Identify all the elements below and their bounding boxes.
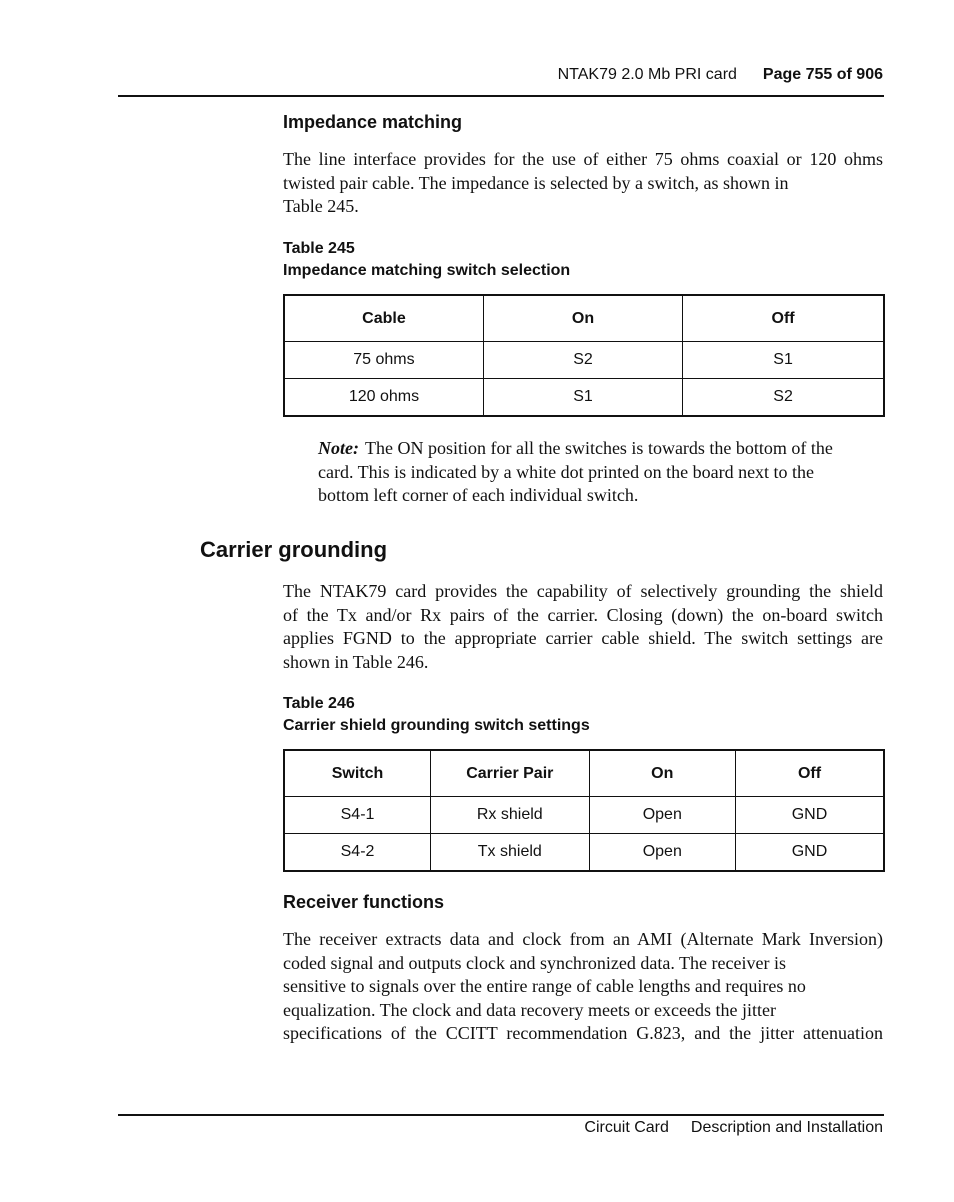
note-line: bottom left corner of each individual switch. xyxy=(318,485,639,505)
paragraph-line: The line interface provides for the use of either 75 ohms coaxial or 120 ohms xyxy=(283,149,883,169)
table-label: Table 246 xyxy=(283,695,355,712)
page-number: Page 755 of 906 xyxy=(762,66,883,83)
header-rule xyxy=(118,95,884,97)
table-row xyxy=(284,834,884,872)
paragraph-line: of the Tx and/or Rx pairs of the carrier. Closing (down) the on-board switch xyxy=(283,604,883,625)
paragraph-line: The receiver extracts data and clock from an AMI (Alternate Mark Inversion) xyxy=(283,929,883,949)
table-cell: S4-1 xyxy=(284,797,431,834)
table-cell: Tx shield xyxy=(431,834,589,872)
table-cell: 120 ohms xyxy=(284,379,483,417)
footer-rule xyxy=(118,1114,884,1116)
footer-right: Description and Installation xyxy=(690,1119,883,1136)
footer-left: Circuit Card xyxy=(584,1119,669,1136)
column-header: Off xyxy=(683,295,884,342)
carrier-paragraph xyxy=(283,580,883,674)
paragraph-line: sensitive to signals over the entire range of cable lengths and requires no xyxy=(283,976,806,996)
paragraph-line: coded signal and outputs clock and synchronized data. The receiver is xyxy=(283,952,786,973)
carrier-heading: Carrier grounding xyxy=(200,537,388,562)
table-246-caption xyxy=(283,693,590,737)
table-cell: S1 xyxy=(483,379,682,417)
impedance-heading: Impedance matching xyxy=(283,112,463,132)
header-title: NTAK79 2.0 Mb PRI card xyxy=(557,66,737,83)
receiver-heading: Receiver functions xyxy=(283,892,445,912)
table-cell: Open xyxy=(589,834,735,872)
receiver-paragraph xyxy=(283,928,883,1046)
table-cell: Rx shield xyxy=(431,797,589,834)
paragraph-line: shown in Table 246. xyxy=(283,651,429,672)
column-header: Switch xyxy=(284,750,431,797)
table-cell: S2 xyxy=(683,379,884,417)
table-cell: GND xyxy=(736,797,884,834)
table-245-caption xyxy=(283,238,570,282)
paragraph-line: The NTAK79 card provides the capability of selectively grounding the shield xyxy=(283,581,883,601)
note-block xyxy=(318,437,883,508)
table-cell: Open xyxy=(589,797,735,834)
table-title: Impedance matching switch selection xyxy=(283,262,571,279)
table-cell: S2 xyxy=(483,342,682,379)
table-cell: S1 xyxy=(683,342,884,379)
running-footer xyxy=(584,1119,883,1137)
paragraph-line: applies FGND to the appropriate carrier cable shield. The switch settings are xyxy=(283,628,883,648)
column-header: On xyxy=(483,295,682,342)
table-header-row xyxy=(284,750,884,797)
table-245 xyxy=(283,294,885,417)
paragraph-line: specifications of the CCITT recommendation G.823, and the jitter attenuation xyxy=(283,1023,883,1043)
paragraph-line: twisted pair cable. The impedance is selected by a switch, as shown in xyxy=(283,172,789,193)
column-header: Carrier Pair xyxy=(431,750,589,797)
table-cell: GND xyxy=(736,834,884,872)
table-246 xyxy=(283,749,885,872)
column-header: Off xyxy=(736,750,884,797)
impedance-paragraph xyxy=(283,148,883,219)
table-cell: S4-2 xyxy=(284,834,431,872)
note-label: Note: xyxy=(318,438,359,458)
column-header: On xyxy=(589,750,735,797)
table-row xyxy=(284,342,884,379)
table-row xyxy=(284,379,884,417)
table-title: Carrier shield grounding switch settings xyxy=(283,717,590,734)
paragraph-line: Table 245. xyxy=(283,196,359,216)
column-header: Cable xyxy=(284,295,483,342)
table-row xyxy=(284,797,884,834)
note-line: card. This is indicated by a white dot printed on the board next to the xyxy=(318,461,815,482)
paragraph-line: equalization. The clock and data recovery meets or exceeds the jitter xyxy=(283,999,776,1020)
table-label: Table 245 xyxy=(283,240,355,257)
table-header-row xyxy=(284,295,884,342)
note-line: The ON position for all the switches is towards the bottom of the xyxy=(364,438,833,458)
table-cell: 75 ohms xyxy=(284,342,483,379)
running-header xyxy=(558,66,883,84)
